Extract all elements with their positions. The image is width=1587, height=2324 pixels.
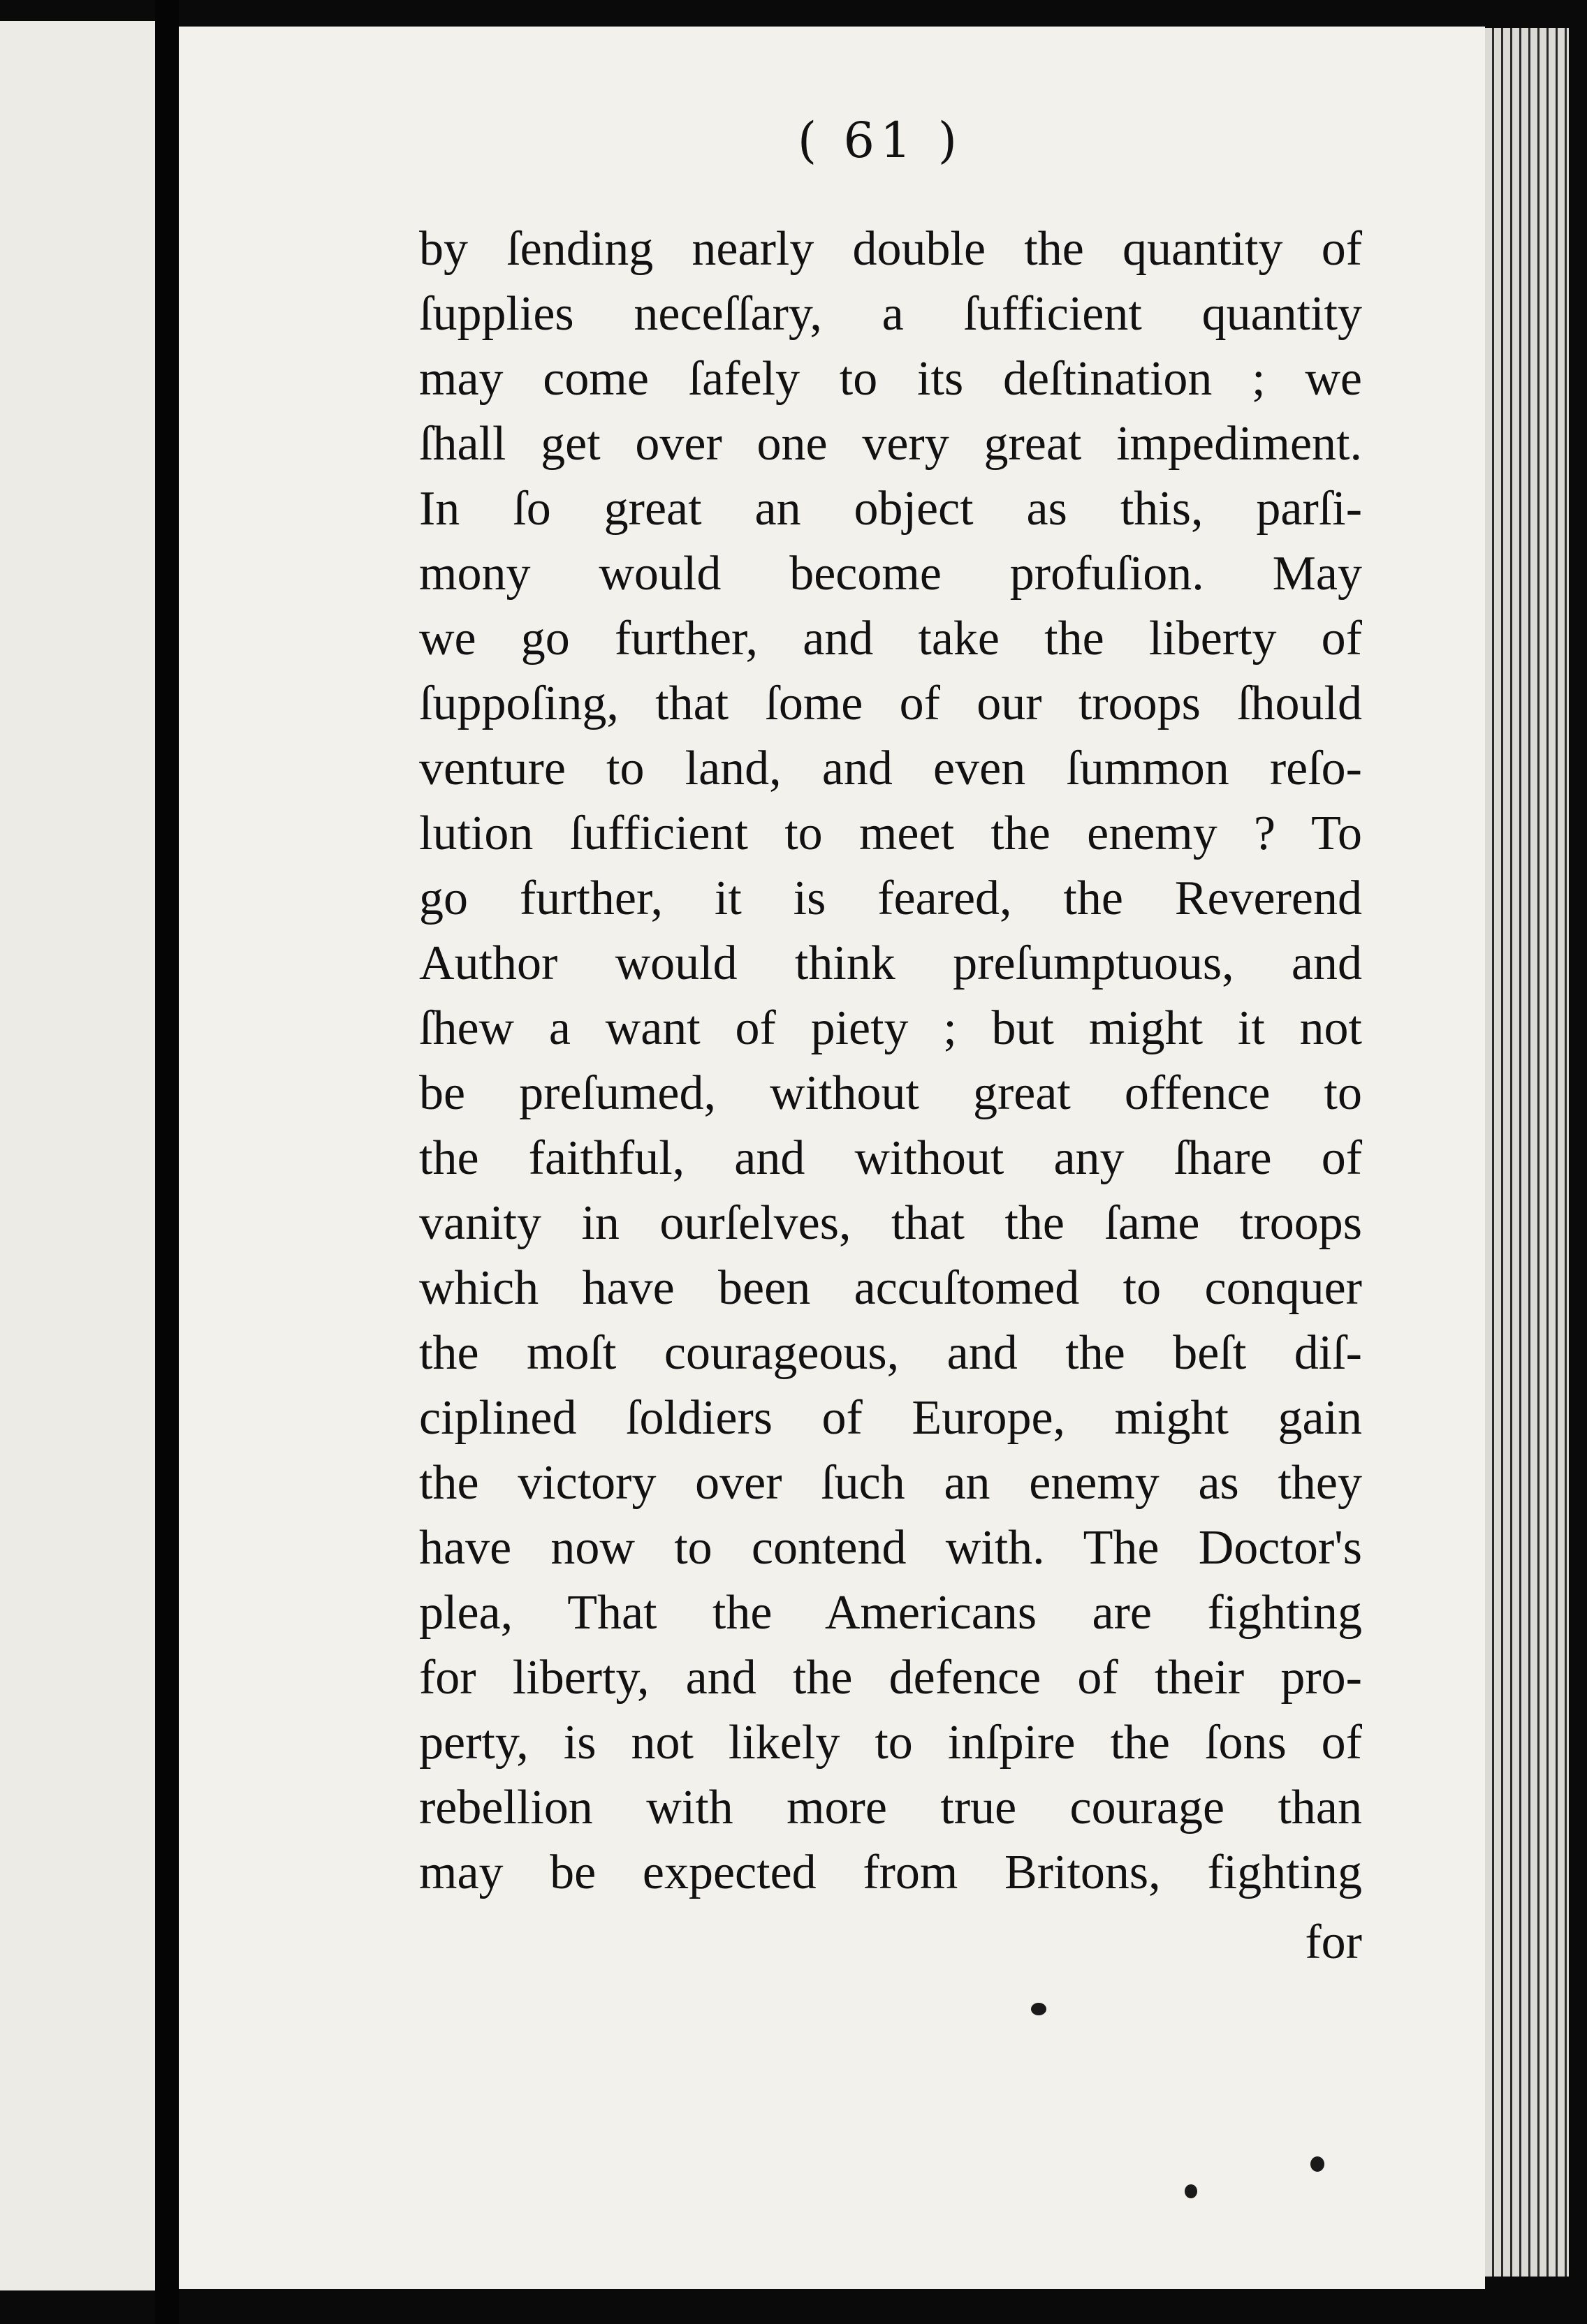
text-line: be preſumed, without great offence to: [419, 1066, 1362, 1120]
text-line: may be expected from Britons, fighting: [419, 1846, 1362, 1899]
text-line: In ſo great an object as this, parſi-: [419, 482, 1362, 536]
text-line: ſhall get over one very great impediment.: [419, 417, 1362, 471]
text-line: ſuppoſing, that ſome of our troops ſhould: [419, 677, 1362, 730]
ink-speck: [1310, 2156, 1324, 2172]
page-stack-edges: [1485, 28, 1569, 2277]
body-text: [419, 216, 1362, 1905]
ink-speck: [1031, 2003, 1046, 2015]
text-line: have now to contend with. The Doctor's: [419, 1521, 1362, 1575]
text-line: mony would become profuſion. May: [419, 547, 1362, 601]
text-line: Author would think preſumptuous, and: [419, 936, 1362, 990]
ink-speck: [1185, 2184, 1197, 2198]
text-line: the moſt courageous, and the beſt diſ-: [419, 1326, 1362, 1380]
text-line: we go further, and take the liberty of: [419, 612, 1362, 665]
text-line: go further, it is feared, the Reverend: [419, 872, 1362, 925]
text-line: the faithful, and without any ſhare of: [419, 1131, 1362, 1185]
text-line: plea, That the Americans are fighting: [419, 1586, 1362, 1640]
text-line: venture to land, and even ſummon reſo-: [419, 742, 1362, 795]
text-line: may come ſafely to its deſtination ; we: [419, 352, 1362, 406]
text-line: for liberty, and the defence of their pro-: [419, 1651, 1362, 1705]
text-line: by ſending nearly double the quantity of: [419, 222, 1362, 276]
binding-gutter: [155, 0, 179, 2324]
page-number: ( 61 ): [797, 112, 963, 169]
text-line: vanity in ourſelves, that the ſame troops: [419, 1196, 1362, 1250]
text-line: lution ſufficient to meet the enemy ? To: [419, 807, 1362, 860]
text-line: the victory over ſuch an enemy as they: [419, 1456, 1362, 1510]
facing-page-edge: [0, 21, 155, 2290]
text-line: perty, is not likely to inſpire the ſons of: [419, 1716, 1362, 1770]
text-line: rebellion with more true courage than: [419, 1781, 1362, 1834]
text-line: ſupplies neceſſary, a ſufficient quantity: [419, 287, 1362, 341]
text-line: which have been accuſtomed to conquer: [419, 1261, 1362, 1315]
text-line: ciplined ſoldiers of Europe, might gain: [419, 1391, 1362, 1445]
catchword: for: [1305, 1915, 1362, 1969]
text-line: ſhew a want of piety ; but might it not: [419, 1001, 1362, 1055]
